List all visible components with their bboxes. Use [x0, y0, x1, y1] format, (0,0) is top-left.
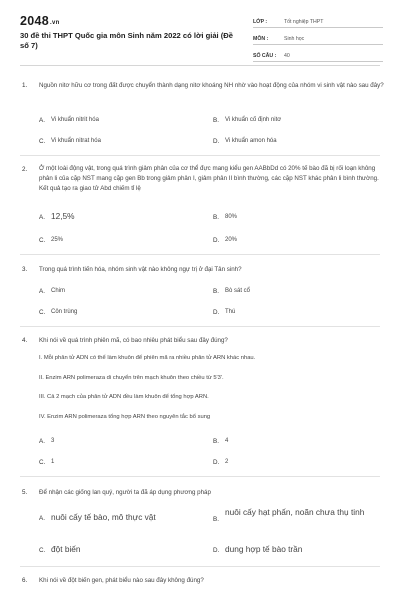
answer-option-2c[interactable]: C. 25%: [39, 237, 64, 244]
question-number: 6.: [22, 577, 28, 584]
answer-option-4b[interactable]: B. 4: [213, 438, 229, 445]
answer-option-2d[interactable]: D. 20%: [213, 237, 238, 244]
answer-option-2a[interactable]: A. 12,5%: [39, 211, 75, 221]
header-divider: [20, 65, 380, 66]
statement-2: II. Enzim ARN polimeraza di chuyển trên mạch khuôn theo chiều từ 5'3'.: [39, 375, 224, 381]
answer-option-5a[interactable]: A. nuôi cấy tế bào, mô thực vật: [39, 512, 156, 522]
answer-option-5d[interactable]: D. dung hợp tế bào trần: [213, 544, 303, 554]
answer-option-3c[interactable]: C. Côn trùng: [39, 309, 78, 316]
answer-option-2b[interactable]: B. 80%: [213, 214, 238, 221]
question-number: 5.: [22, 489, 28, 496]
statement-1: I. Mỗi phân tử ADN có thể làm khuôn để phiên mã ra nhiều phân tử ARN khác nhau.: [39, 355, 256, 361]
answer-option-4c[interactable]: C. 1: [39, 459, 55, 466]
answer-option-1c[interactable]: C. Vi khuẩn nitrat hóa: [39, 138, 101, 145]
question-3: [22, 266, 384, 275]
meta-label-count: SỐ CÂU :: [253, 53, 277, 59]
question-number: 4.: [22, 337, 28, 344]
meta-value-subject: Sinh học: [284, 36, 305, 42]
answer-option-4d[interactable]: D. 2: [213, 459, 229, 466]
question-text: Trong quá trình tiến hóa, nhóm sinh vật nào không ngự trị ở đại Tân sinh?: [39, 266, 242, 273]
question-2: [22, 166, 384, 194]
question-text: Khi nói về quá trình phiên mã, có bao nhiêu phát biểu sau đây đúng?: [39, 337, 228, 344]
answer-option-3b[interactable]: B. Bò sát cổ: [213, 288, 251, 295]
site-logo[interactable]: 2048.vn: [20, 14, 60, 28]
document-meta: [253, 14, 383, 65]
document-header: [0, 0, 400, 66]
meta-label-subject: MÔN :: [253, 36, 269, 42]
question-text: Để nhận các giống lan quý, người ta đã áp dụng phương pháp: [39, 489, 211, 496]
answer-option-3a[interactable]: A. Chim: [39, 288, 66, 295]
question-divider: [20, 155, 380, 156]
question-divider: [20, 476, 380, 477]
question-text: Nguồn nitơ hữu cơ trong đất được chuyển thành dạng nitơ khoáng NH nhờ vào hoạt động của nhóm vi sinh vật nào sau đây?: [39, 82, 384, 89]
question-4: [22, 337, 384, 346]
answer-option-1d[interactable]: D. Vi khuẩn amon hóa: [213, 138, 277, 145]
question-divider: [20, 326, 380, 327]
answer-option-5b[interactable]: B. nuôi cấy hạt phấn, noãn chưa thụ tinh: [213, 507, 365, 523]
meta-row-subject: [253, 31, 383, 45]
meta-label-class: LỚP :: [253, 19, 268, 25]
question-number: 1.: [22, 82, 28, 89]
question-text: Khi nói về đột biến gen, phát biểu nào sau đây không đúng?: [39, 577, 204, 584]
answer-option-3d[interactable]: D. Thú: [213, 309, 236, 316]
answer-option-5c[interactable]: C. đột biến: [39, 544, 81, 554]
statement-3: III. Cả 2 mạch của phân tử ADN đều làm khuôn để tổng hợp ARN.: [39, 394, 209, 400]
question-6: [22, 577, 384, 586]
question-number: 2.: [22, 166, 28, 173]
meta-row-class: [253, 14, 383, 28]
page-title: 30 đề thi THPT Quốc gia môn Sinh năm 2022 có lời giải (Đề số 7): [20, 31, 234, 50]
question-number: 3.: [22, 266, 28, 273]
question-1: [22, 82, 384, 91]
answer-option-4a[interactable]: A. 3: [39, 438, 55, 445]
answer-option-1a[interactable]: A. Vi khuẩn nitrit hóa: [39, 117, 99, 124]
question-divider: [20, 254, 380, 255]
meta-row-count: [253, 48, 383, 62]
answer-option-1b[interactable]: B. Vi khuẩn cố định nitơ: [213, 117, 282, 124]
question-5: [22, 489, 384, 498]
meta-value-count: 40: [284, 53, 290, 59]
question-text: Ở một loài động vật, trong quá trình giảm phân của cơ thể đực mang kiểu gen AABbDd có 20% tế bào đã bị rối loạn không phân li của cặp NST mang cặp gen Bb trong giảm phân I, giảm phân II bình thường, các cặp NST khác phân li bình thường. Kết quả tạo ra giao tử Abd chiếm tỉ lệ: [39, 165, 379, 192]
statement-4: IV. Enzim ARN polimeraza tổng hợp ARN theo nguyên tắc bổ sung: [39, 414, 211, 420]
meta-value-class: Tốt nghiệp THPT: [284, 19, 324, 25]
question-divider: [20, 566, 380, 567]
